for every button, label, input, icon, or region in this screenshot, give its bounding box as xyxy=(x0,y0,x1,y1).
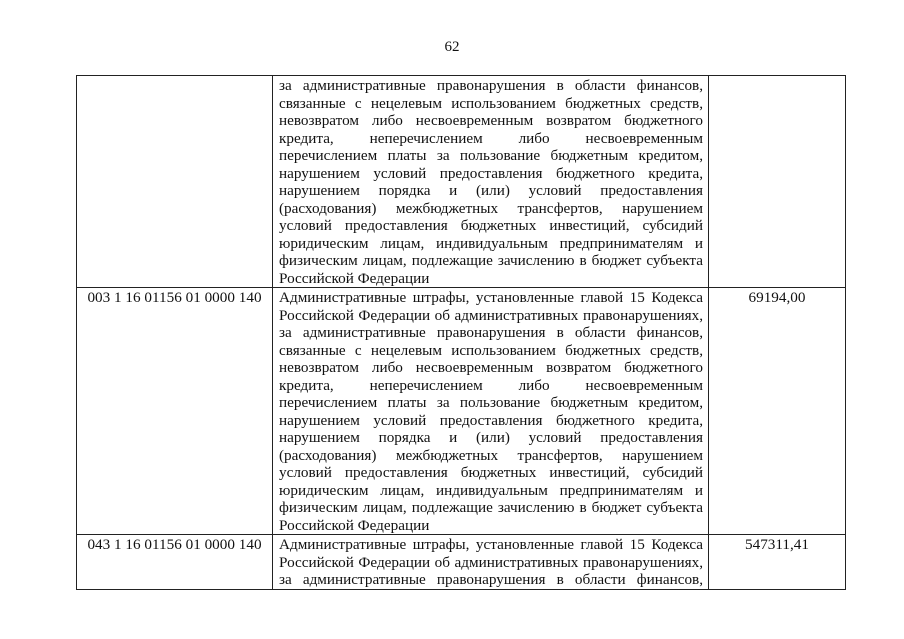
description-line: Российской Федерации об административных правонарушениях, xyxy=(279,306,703,324)
description-line: физическим лицам, подлежащие зачислению в бюджет субъекта xyxy=(279,252,703,269)
table-row xyxy=(77,288,846,535)
description-line: физическим лицам, подлежащие зачислению в бюджет субъекта xyxy=(279,499,703,516)
description-line: невозвратом либо несвоевременным возвратом бюджетного xyxy=(279,359,703,376)
description-line: нарушением условий предоставления бюджетного кредита, xyxy=(279,164,703,182)
revenue-code-cell: 003 1 16 01156 01 0000 140 xyxy=(77,288,273,535)
revenue-code-cell: 043 1 16 01156 01 0000 140 xyxy=(77,535,273,590)
amount-cell: 69194,00 xyxy=(709,288,846,535)
description-line: перечислением платы за пользование бюджетным кредитом, xyxy=(279,147,703,164)
description-line: кредита, неперечислением либо несвоевременным xyxy=(279,376,703,394)
description-line: невозвратом либо несвоевременным возвратом бюджетного xyxy=(279,112,703,129)
description-line: (расходования) межбюджетных трансфертов, нарушением xyxy=(279,446,703,464)
amount-cell: 547311,41 xyxy=(709,535,846,590)
budget-revenue-table xyxy=(76,75,846,590)
description-line: за административные правонарушения в области финансов, xyxy=(279,324,703,341)
description-line: Административные штрафы, установленные главой 15 Кодекса xyxy=(279,289,703,306)
revenue-description-cell xyxy=(273,76,709,288)
description-line: Российской Федерации xyxy=(279,269,430,287)
table-row xyxy=(77,76,846,288)
revenue-code-cell xyxy=(77,76,273,288)
description-line: кредита, неперечислением либо несвоевременным xyxy=(279,129,703,147)
description-line: за административные правонарушения в области финансов, xyxy=(279,77,703,94)
description-line: Российской Федерации об административных правонарушениях, xyxy=(279,553,703,571)
description-line: юридическим лицам, индивидуальным предпринимателям и xyxy=(279,234,703,252)
description-line: Административные штрафы, установленные главой 15 Кодекса xyxy=(279,536,703,553)
description-line: Российской Федерации xyxy=(279,516,430,534)
description-line: (расходования) межбюджетных трансфертов, нарушением xyxy=(279,199,703,217)
description-line: связанные с нецелевым использованием бюджетных средств, xyxy=(279,341,703,359)
description-line: перечислением платы за пользование бюджетным кредитом, xyxy=(279,394,703,411)
description-line: условий предоставления бюджетных инвестиций, субсидий xyxy=(279,464,703,481)
description-line: юридическим лицам, индивидуальным предпринимателям и xyxy=(279,481,703,499)
description-line: условий предоставления бюджетных инвестиций, субсидий xyxy=(279,217,703,234)
table-row xyxy=(77,535,846,590)
description-line: нарушением порядка и (или) условий предоставления xyxy=(279,429,703,446)
description-line: нарушением условий предоставления бюджетного кредита, xyxy=(279,411,703,429)
revenue-description-cell xyxy=(273,288,709,535)
description-line: за административные правонарушения в области финансов, xyxy=(279,571,703,588)
description-line: связанные с нецелевым использованием бюджетных средств, xyxy=(279,94,703,112)
page-number: 62 xyxy=(444,39,460,55)
amount-cell xyxy=(709,76,846,288)
revenue-description-cell xyxy=(273,535,709,590)
description-line: нарушением порядка и (или) условий предоставления xyxy=(279,182,703,199)
